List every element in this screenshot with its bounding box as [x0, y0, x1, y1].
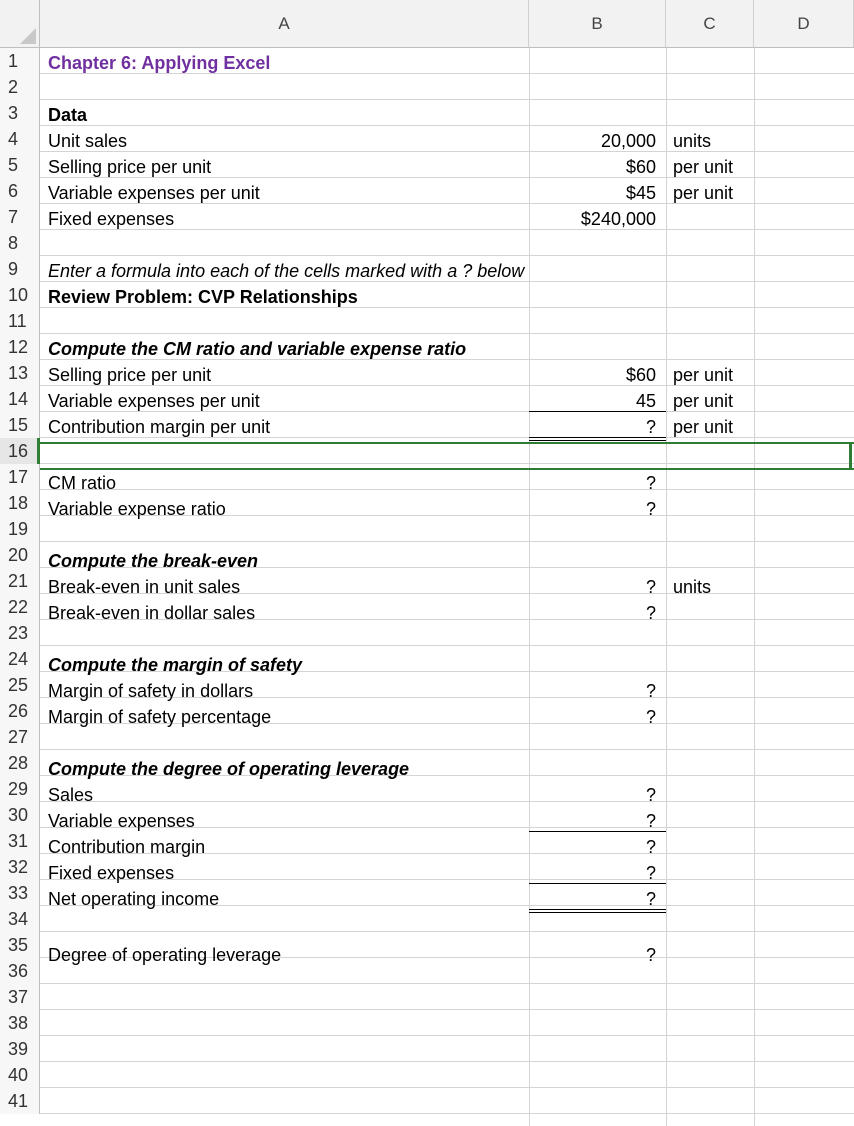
grid-row: [40, 1036, 854, 1062]
underline: [529, 831, 666, 832]
cell-c5-price-unit[interactable]: per unit: [673, 157, 734, 177]
cell-a25-mos-dollars-label[interactable]: Margin of safety in dollars: [48, 681, 254, 701]
cell-b25-mos-dollars-value[interactable]: ?: [645, 681, 656, 701]
grid-row: [40, 724, 854, 750]
cell-a28-dol-heading[interactable]: Compute the degree of operating leverage: [48, 759, 410, 779]
cell-a13-price-label[interactable]: Selling price per unit: [48, 365, 212, 385]
cell-b14-var-value[interactable]: 45: [635, 391, 656, 411]
row-selection-top: [40, 442, 854, 444]
row-header-20[interactable]: 20: [0, 542, 40, 568]
cell-b18-ver-value[interactable]: ?: [645, 499, 656, 519]
cell-a22-be-dollars-label[interactable]: Break-even in dollar sales: [48, 603, 256, 623]
cell-c13-price-unit[interactable]: per unit: [673, 365, 734, 385]
row-header-27[interactable]: 27: [0, 724, 40, 750]
row-header-26[interactable]: 26: [0, 698, 40, 724]
cell-b35-dol-value[interactable]: ?: [645, 945, 656, 965]
cell-b22-be-dollars-value[interactable]: ?: [645, 603, 656, 623]
cell-a1-title[interactable]: Chapter 6: Applying Excel: [48, 53, 271, 73]
cell-a33-noi-label[interactable]: Net operating income: [48, 889, 220, 909]
row-header-30[interactable]: 30: [0, 802, 40, 828]
grid-row: [40, 308, 854, 334]
row-header-36[interactable]: 36: [0, 958, 40, 984]
grid-row: [40, 100, 854, 126]
cell-b5-price-value[interactable]: $60: [625, 157, 656, 177]
grid-row: [40, 230, 854, 256]
row-header-3[interactable]: 3: [0, 100, 40, 126]
double-underline: [529, 440, 666, 441]
cell-b4-unit-sales-value[interactable]: 20,000: [600, 131, 656, 151]
row-header-34[interactable]: 34: [0, 906, 40, 932]
cell-c15-cm-unit[interactable]: per unit: [673, 417, 734, 437]
row-header-24[interactable]: 24: [0, 646, 40, 672]
grid-row: [40, 620, 854, 646]
grid-row: [40, 776, 854, 805]
cell-b21-be-units-value[interactable]: ?: [645, 577, 656, 597]
row-header-28[interactable]: 28: [0, 750, 40, 776]
cell-c4-unit-sales-unit[interactable]: units: [673, 131, 712, 151]
row-header-6[interactable]: 6: [0, 178, 40, 204]
row-header-8[interactable]: 8: [0, 230, 40, 256]
grid-row: [40, 906, 854, 932]
double-underline: [529, 437, 666, 438]
cell-c21-be-units-unit[interactable]: units: [673, 577, 712, 597]
row-header-9[interactable]: 9: [0, 256, 40, 282]
row-header-22[interactable]: 22: [0, 594, 40, 620]
row-header-18[interactable]: 18: [0, 490, 40, 516]
underline: [529, 883, 666, 884]
cell-a24-mos-heading[interactable]: Compute the margin of safety: [48, 655, 303, 675]
select-all-corner[interactable]: [0, 0, 40, 48]
grid-row: [40, 984, 854, 1010]
column-header-c[interactable]: C: [666, 0, 754, 48]
row-header-12[interactable]: 12: [0, 334, 40, 360]
row-header-17[interactable]: 17: [0, 464, 40, 490]
cell-b31-cm-value[interactable]: ?: [645, 837, 656, 857]
grid-row: [40, 126, 854, 152]
row-header-29[interactable]: 29: [0, 776, 40, 802]
cell-c6-var-unit[interactable]: per unit: [673, 183, 734, 203]
cell-a15-cm-label[interactable]: Contribution margin per unit: [48, 417, 271, 437]
cell-b26-mos-pct-value[interactable]: ?: [645, 707, 656, 727]
cell-b7-fixed-value[interactable]: $240,000: [580, 209, 656, 229]
row-header-39[interactable]: 39: [0, 1036, 40, 1062]
underline: [529, 411, 666, 412]
cell-a29-sales-label[interactable]: Sales: [48, 785, 94, 805]
grid-row: [40, 74, 854, 100]
row-header-23[interactable]: 23: [0, 620, 40, 646]
grid-row: [40, 1062, 854, 1088]
cell-a7-fixed-label[interactable]: Fixed expenses: [48, 209, 175, 229]
row-selection-end: [849, 442, 852, 468]
row-header-21[interactable]: 21: [0, 568, 40, 594]
cell-a9-instruction[interactable]: Enter a formula into each of the cells marked with a ? below: [48, 261, 525, 281]
cell-a30-varexp-label[interactable]: Variable expenses: [48, 811, 195, 831]
row-header-13[interactable]: 13: [0, 360, 40, 386]
cell-a21-be-units-label[interactable]: Break-even in unit sales: [48, 577, 241, 597]
cell-b29-sales-value[interactable]: ?: [645, 785, 656, 805]
row-header-35[interactable]: 35: [0, 932, 40, 958]
cell-b15-cm-value[interactable]: ?: [645, 417, 656, 437]
cell-a20-breakeven-heading[interactable]: Compute the break-even: [48, 551, 259, 571]
row-header-14[interactable]: 14: [0, 386, 40, 412]
row-selection-bottom: [40, 468, 854, 470]
cell-a10-review-title[interactable]: Review Problem: CVP Relationships: [48, 287, 358, 307]
cell-a12-cm-heading[interactable]: Compute the CM ratio and variable expense ratio: [48, 339, 467, 359]
row-header-37[interactable]: 37: [0, 984, 40, 1010]
row-header-40[interactable]: 40: [0, 1062, 40, 1088]
row-header-33[interactable]: 33: [0, 880, 40, 906]
row-header-7[interactable]: 7: [0, 204, 40, 230]
cell-b6-var-value[interactable]: $45: [625, 183, 656, 203]
row-header-32[interactable]: 32: [0, 854, 40, 880]
row-header-41[interactable]: 41: [0, 1088, 40, 1114]
cell-a32-fixed-label[interactable]: Fixed expenses: [48, 863, 175, 883]
row-header-10[interactable]: 10: [0, 282, 40, 308]
cell-a14-var-label[interactable]: Variable expenses per unit: [48, 391, 260, 411]
row-header-1[interactable]: 1: [0, 48, 40, 74]
column-header-a[interactable]: A: [40, 0, 529, 48]
row-header-5[interactable]: 5: [0, 152, 40, 178]
cell-a35-dol-label[interactable]: Degree of operating leverage: [48, 945, 282, 965]
cell-a4-unit-sales-label[interactable]: Unit sales: [48, 131, 128, 151]
cell-b32-fixed-value[interactable]: ?: [645, 863, 656, 883]
row-header-4[interactable]: 4: [0, 126, 40, 152]
row-header-38[interactable]: 38: [0, 1010, 40, 1036]
cell-b17-cm-ratio-value[interactable]: ?: [645, 473, 656, 493]
cell-b30-varexp-value[interactable]: ?: [645, 811, 656, 831]
cell-a6-var-label[interactable]: Variable expenses per unit: [48, 183, 260, 203]
row-header-19[interactable]: 19: [0, 516, 40, 542]
row-header-25[interactable]: 25: [0, 672, 40, 698]
grid-row: [40, 516, 854, 542]
cell-a31-cm-label[interactable]: Contribution margin: [48, 837, 206, 857]
double-underline: [529, 909, 666, 910]
row-header-2[interactable]: 2: [0, 74, 40, 100]
row-header-31[interactable]: 31: [0, 828, 40, 854]
row-header-16[interactable]: 16: [0, 438, 40, 464]
row-header-11[interactable]: 11: [0, 308, 40, 334]
grid-row: [40, 1010, 854, 1036]
cell-b33-noi-value[interactable]: ?: [645, 889, 656, 909]
cell-a18-ver-label[interactable]: Variable expense ratio: [48, 499, 226, 519]
double-underline: [529, 912, 666, 913]
column-header-d[interactable]: D: [754, 0, 854, 48]
row-header-15[interactable]: 15: [0, 412, 40, 438]
cell-b13-price-value[interactable]: $60: [625, 365, 656, 385]
cell-a17-cm-ratio-label[interactable]: CM ratio: [48, 473, 117, 493]
cell-a3-data-heading[interactable]: Data: [48, 105, 88, 125]
cell-c14-var-unit[interactable]: per unit: [673, 391, 734, 411]
grid-row: [40, 1088, 854, 1114]
column-header-b[interactable]: B: [529, 0, 666, 48]
cell-a5-price-label[interactable]: Selling price per unit: [48, 157, 212, 177]
cell-a26-mos-pct-label[interactable]: Margin of safety percentage: [48, 707, 272, 727]
